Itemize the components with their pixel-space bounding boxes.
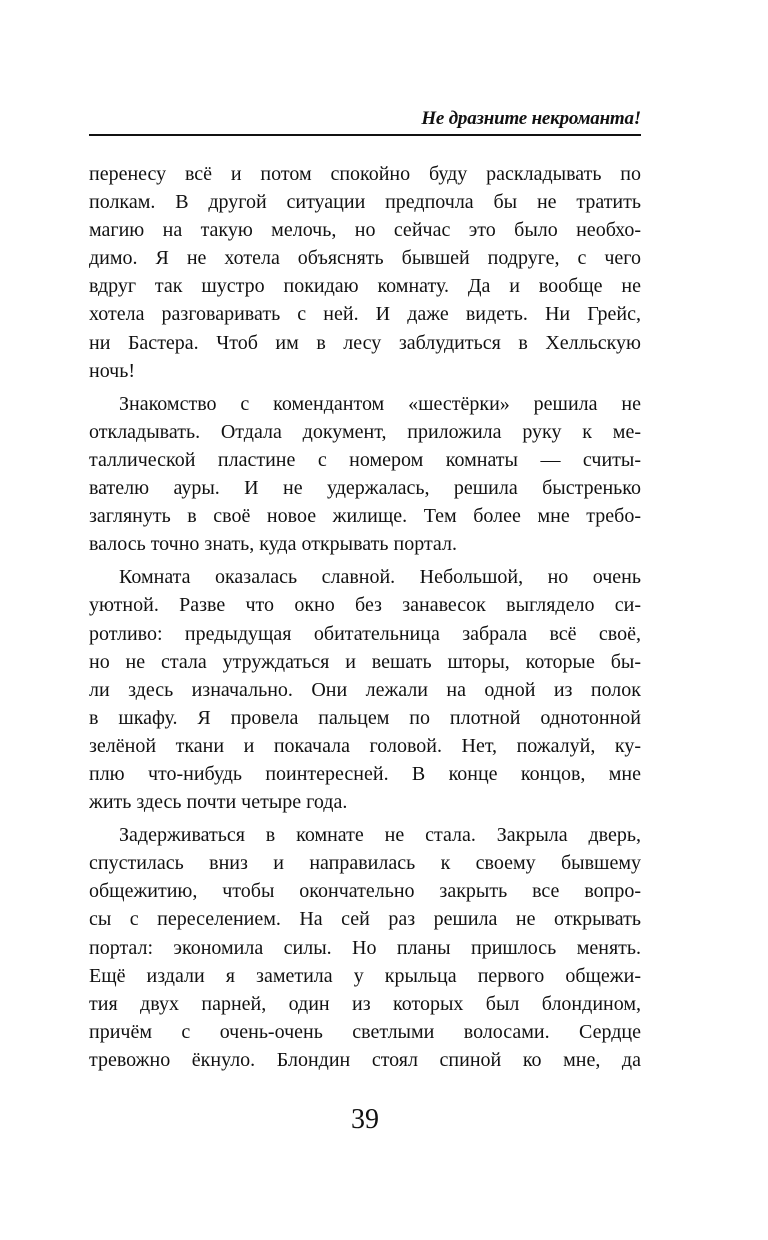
text-line: димо. Я не хотела объяснять бывшей подруге, с чего	[89, 247, 641, 270]
text-line: но не стала утруждаться и вешать шторы, которые бы-	[89, 650, 641, 673]
text-line: Ещё издали я заметила у крыльца первого общежи-	[89, 964, 641, 987]
text-line: ротливо: предыдущая обитательница забрала всё своё,	[89, 622, 641, 645]
paragraph	[89, 563, 641, 816]
running-head: Не дразните некроманта!	[421, 108, 641, 129]
text-line: причём с очень-очень светлыми волосами. Сердце	[89, 1020, 641, 1043]
text-line: ночь!	[89, 359, 136, 382]
text-line: уютной. Разве что окно без занавесок выглядело си-	[89, 594, 641, 617]
text-line: сы с переселением. На сей раз решила не открывать	[89, 908, 641, 931]
text-line: перенесу всё и потом спокойно буду раскладывать по	[89, 163, 641, 185]
text-line: Знакомство с комендантом «шестёрки» решила не	[119, 392, 641, 415]
text-line: тревожно ёкнуло. Блондин стоял спиной ко мне, да	[89, 1048, 641, 1071]
text-line: вателю ауры. И не удержалась, решила быстренько	[89, 477, 641, 500]
text-line: Комната оказалась славной. Небольшой, но очень	[119, 566, 641, 589]
text-line: полкам. В другой ситуации предпочла бы не тратить	[89, 191, 641, 214]
text-line: ли здесь изначально. Они лежали на одной из полок	[89, 678, 641, 701]
text-line: ни Бастера. Чтоб им в лесу заблудиться в Хелльскую	[89, 331, 641, 354]
text-line: зелёной ткани и покачала головой. Нет, пожалуй, ку-	[89, 734, 641, 757]
text-line: Задерживаться в комнате не стала. Закрыла дверь,	[119, 824, 641, 847]
text-line: заглянуть в своё новое жилище. Тем более мне требо-	[89, 505, 641, 528]
text-line: портал: экономила силы. Но планы пришлось менять.	[89, 936, 641, 959]
text-line: хотела разговаривать с ней. И даже видеть. Ни Грейс,	[89, 303, 641, 326]
text-line: вдруг так шустро покидаю комнату. Да и вообще не	[89, 275, 641, 298]
text-line: плю что-нибудь поинтересней. В конце концов, мне	[89, 762, 641, 785]
text-line: жить здесь почти четыре года.	[89, 791, 348, 814]
text-line: валось точно знать, куда открывать портал.	[89, 533, 457, 556]
text-line: тия двух парней, один из которых был блондином,	[89, 992, 641, 1015]
page-number: 39	[351, 1104, 379, 1135]
paragraph	[89, 160, 641, 385]
text-line: в шкафу. Я провела пальцем по плотной однотонной	[89, 706, 641, 729]
paragraph	[89, 390, 641, 559]
body-text	[89, 160, 641, 1074]
text-line: откладывать. Отдала документ, приложила руку к ме-	[89, 420, 641, 443]
text-line: магию на такую мелочь, но сейчас это было необхо-	[89, 219, 641, 242]
text-line: общежитию, чтобы окончательно закрыть все вопро-	[89, 880, 641, 903]
text-line: спустилась вниз и направилась к своему бывшему	[89, 852, 641, 875]
paragraph	[89, 821, 641, 1074]
header-rule	[89, 134, 641, 136]
text-line: таллической пластине с номером комнаты — считы-	[89, 448, 641, 471]
